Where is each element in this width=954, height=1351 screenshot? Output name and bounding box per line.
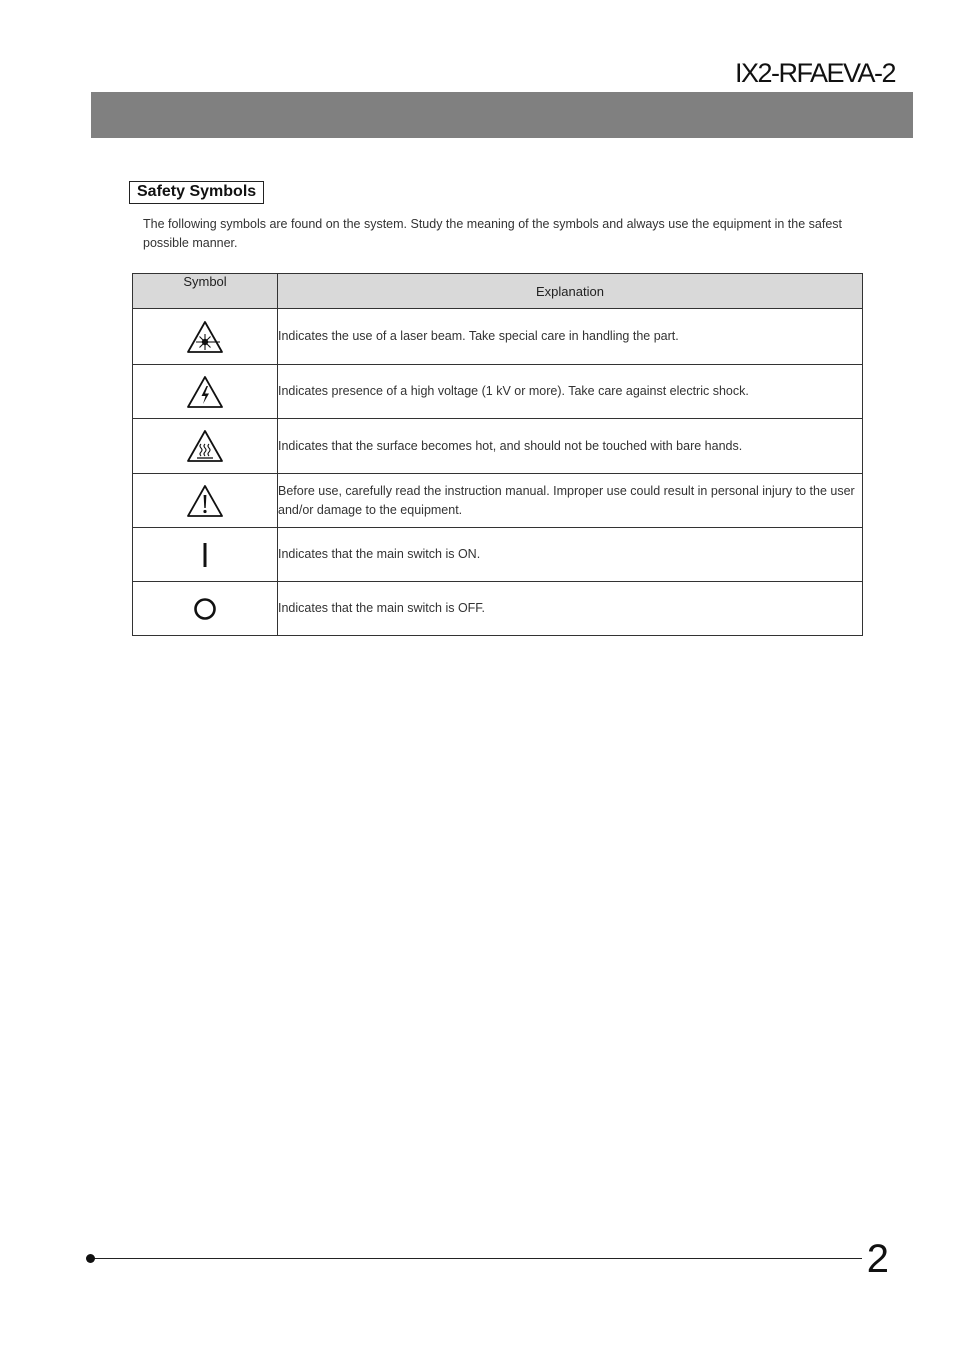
explanation-cell: Before use, carefully read the instruction manual. Improper use could result in personal injury to the user and/or damage to the equipment. (278, 474, 863, 528)
explanation-cell: Indicates that the surface becomes hot, and should not be touched with bare hands. (278, 419, 863, 474)
symbol-cell (133, 309, 278, 365)
power-on-icon (200, 542, 210, 568)
symbol-cell (133, 365, 278, 419)
intro-text: The following symbols are found on the system. Study the meaning of the symbols and always use the equipment in the safest possible manner. (143, 217, 842, 250)
page-number: 2 (866, 1237, 888, 1281)
header-banner (91, 92, 913, 138)
table-row (133, 419, 863, 474)
symbol-cell (133, 474, 278, 528)
explanation-cell: Indicates presence of a high voltage (1 kV or more). Take care against electric shock. (278, 365, 863, 419)
table-row (133, 528, 863, 582)
explanation-cell: Indicates the use of a laser beam. Take special care in handling the part. (278, 309, 863, 365)
power-off-icon (192, 596, 218, 622)
explanation-cell: Indicates that the main switch is ON. (278, 528, 863, 582)
explanation-cell: Indicates that the main switch is OFF. (278, 582, 863, 636)
general-caution-icon (186, 484, 224, 518)
high-voltage-warning-icon (186, 375, 224, 409)
safety-symbols-table (132, 273, 863, 636)
model-name: IX2-RFAEVA-2 (734, 58, 895, 88)
footer-rule (90, 1258, 862, 1259)
table-row (133, 365, 863, 419)
symbol-cell (133, 528, 278, 582)
symbol-cell (133, 582, 278, 636)
header-explanation: Explanation (278, 274, 863, 309)
section-title: Safety Symbols (129, 181, 264, 204)
table-header-row (133, 274, 863, 309)
header-symbol: Symbol (133, 274, 278, 309)
table-row (133, 474, 863, 528)
table-row (133, 309, 863, 365)
laser-warning-icon (186, 320, 224, 354)
hot-surface-warning-icon (186, 429, 224, 463)
footer-bullet (86, 1254, 95, 1263)
symbol-cell (133, 419, 278, 474)
table-row (133, 582, 863, 636)
